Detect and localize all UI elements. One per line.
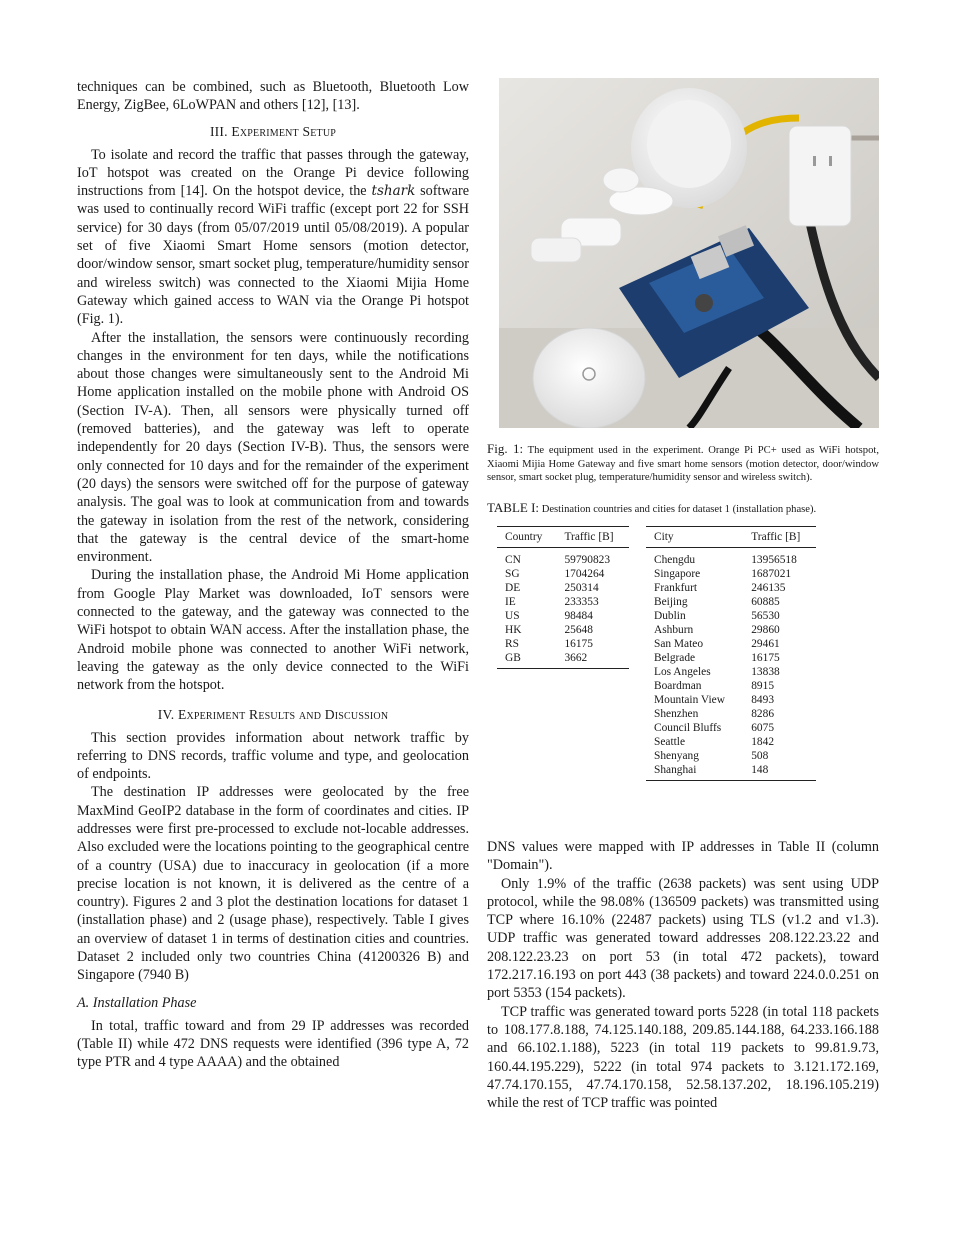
table-row	[646, 665, 816, 679]
section-title: Experiment Setup	[231, 123, 337, 139]
table-cell: Boardman	[654, 680, 702, 692]
section-number: III.	[209, 123, 228, 139]
table-header-row	[646, 527, 816, 548]
table-cell: 246135	[751, 582, 786, 594]
table-row	[497, 567, 629, 581]
table-cell: 1842	[751, 736, 775, 748]
table-1	[487, 526, 879, 796]
table-cell: Chengdu	[654, 554, 696, 566]
table-cell: 250314	[564, 582, 599, 594]
left-column	[77, 78, 469, 1072]
setup-paragraph-1: To isolate and record the traffic that passes through the gateway, IoT hotspot was created on the Orange Pi device following instructions from [14]. On the hotspot device, the tshark software was used to continually record WiFi traffic (except port 22 for SSH service) for 30 days (from 05/07/2019 until 05/08/2019). A popular set of five Xiaomi Smart Home sensors (motion detector, door/window sensor, smart socket plug, temperature/humidity sensor and wireless switch) was connected to the Xiaomi Mijia Home Gateway which gained access to WAN via the Orange Pi hotspot (Fig. 1).	[77, 146, 469, 328]
right-paragraph-3: TCP traffic was generated toward ports 5228 (in total 118 packets to 108.177.8.188, 74.125.140.188, 209.85.144.188, 64.233.166.188 and 66.102.1.188), 5223 (in total 119 packets to 99.81.9.73, 160.44.195.229), 5222 (in total 974 packets to 3.121.172.169, 47.74.170.155, 47.74.170.158, 52.58.137.202, 18.196.105.219) while the rest of TCP traffic was pointed	[487, 1003, 879, 1112]
installation-paragraph-1: In total, traffic toward and from 29 IP addresses was recorded (Table II) while 472 DNS requests were identified (396 type A, 72 type PTR and 4 type AAAA) and the obtained	[77, 1017, 469, 1071]
column-header: Traffic [B]	[556, 527, 629, 548]
table-row	[646, 651, 816, 665]
section-heading-results	[77, 707, 469, 723]
table-cell: 98484	[564, 610, 593, 622]
table-cell: 8493	[751, 694, 775, 706]
table-row	[497, 609, 629, 623]
table-header-row	[497, 527, 629, 548]
table-cell: 508	[751, 750, 769, 762]
section-heading-experiment-setup	[77, 124, 469, 140]
table-cell: 60885	[751, 596, 780, 608]
table-cell: CN	[505, 554, 521, 566]
figure-label: Fig. 1:	[487, 441, 524, 456]
table-cell: 3662	[556, 651, 629, 669]
table-row	[646, 735, 816, 749]
table-row	[646, 707, 816, 721]
table-row	[646, 637, 816, 651]
intro-paragraph: techniques can be combined, such as Bluetooth, Bluetooth Low Energy, ZigBee, 6LoWPAN and others [12], [13].	[77, 79, 469, 114]
table-cell: Frankfurt	[654, 582, 698, 594]
table-cell: Singapore	[654, 568, 701, 580]
table-cell: Shenyang	[654, 750, 699, 762]
setup-paragraph-3: During the installation phase, the Android Mi Home application from Google Play Market was downloaded, IoT sensors were connected to the gateway, and the gateway was connected to the WiFi hotspot to obtain WAN access. After the installation phase, the Android mobile phone was connected to another WiFi network, leaving the gateway as the only device connected to the WiFi network from the hotspot.	[77, 567, 469, 694]
figure-1-caption	[487, 442, 879, 485]
table-cell: 59790823	[564, 554, 611, 566]
table-cell: 16175	[751, 652, 780, 664]
table-cell: HK	[505, 624, 522, 636]
table-cell: SG	[505, 568, 520, 580]
city-table	[646, 526, 816, 781]
table-cell: Belgrade	[654, 652, 696, 664]
table-row	[646, 581, 816, 595]
table-row	[497, 623, 629, 637]
table-cell: DE	[505, 582, 521, 594]
table-label: TABLE I:	[487, 499, 540, 515]
table-cell: Council Bluffs	[654, 722, 722, 734]
table-cell: Ashburn	[654, 624, 694, 636]
right-column	[487, 78, 879, 1112]
table-cell: 233353	[564, 596, 599, 608]
column-header: City	[646, 527, 743, 548]
table-cell: 148	[743, 763, 816, 781]
table-row	[646, 721, 816, 735]
table-cell: 56530	[751, 610, 780, 622]
table-cell: Shenzhen	[654, 708, 699, 720]
table-cell: Los Angeles	[654, 666, 711, 678]
table-cell: 6075	[751, 722, 775, 734]
table-cell: 8915	[751, 680, 775, 692]
table-row	[497, 637, 629, 651]
results-paragraph-1: This section provides information about network traffic by referring to DNS records, traffic volume and type, and geolocation of endpoints.	[77, 729, 469, 783]
table-row	[646, 609, 816, 623]
table-cell: 13956518	[751, 554, 797, 566]
right-paragraph-1: DNS values were mapped with IP addresses in Table II (column "Domain").	[487, 839, 879, 874]
table-1-caption	[487, 501, 879, 517]
table-cell: Mountain View	[654, 694, 725, 706]
table-cell: 1704264	[564, 568, 605, 580]
table-row	[497, 581, 629, 595]
table-cell: US	[505, 610, 520, 622]
table-cell: Beijing	[654, 596, 688, 608]
table-row	[497, 548, 629, 568]
table-row	[646, 679, 816, 693]
table-cell: 25648	[564, 624, 593, 636]
subsection-heading-installation: A. Installation Phase	[77, 994, 197, 1011]
results-paragraph-2: The destination IP addresses were geolocated by the free MaxMind GeoIP2 database in the form of coordinates and cities. IP addresses were first pre-processed to exclude not-locable addresses. Also excluded were the locations pointing to the geographical centre of a country (USA) due to inaccuracy in geolocation (if a more precise location is not known, it is delivered as the centre of a country). Figures 2 and 3 plot the destination locations for dataset 1 (installation phase) and 2 (usage phase), respectively. Table I gives an overview of dataset 1 in terms of destination cities and countries. Dataset 2 included only two countries China (41200326 B) and Singapore (7940 B)	[77, 784, 469, 984]
tshark-term: tshark	[371, 183, 416, 200]
table-row	[497, 595, 629, 609]
table-cell: Dublin	[654, 610, 686, 622]
table-cell: Seattle	[654, 736, 685, 748]
table-cell: 1687021	[751, 568, 792, 580]
equipment-photo-illustration	[499, 78, 879, 428]
column-header: Traffic [B]	[743, 527, 816, 548]
table-caption-text: Destination countries and cities for dataset 1 (installation phase).	[541, 503, 817, 515]
table-cell: 16175	[564, 638, 593, 650]
right-paragraph-2: Only 1.9% of the traffic (2638 packets) was sent using UDP protocol, while the 98.08% (136509 packets) was transmitted using TCP where 16.10% (22487 packets) using TLS (v1.2 and v1.3). UDP traffic was generated toward addresses 208.122.23.22 and 208.122.23.23 on port 53 (in total 472 packets), toward 172.217.16.193 on port 443 (38 packets) and toward 224.0.0.251 on port 5353 (154 packets).	[487, 875, 879, 1002]
country-table	[497, 526, 629, 669]
setup-paragraph-2: After the installation, the sensors were continuously recording changes in the environment for ten days, while the notifications about those changes were simultaneously sent to the Android Mi Home application installed on the mobile phone with Android OS (Section IV-A). Then, all sensors were physically turned off (removed batteries), and the gateway was left to operate independently for 20 days (Section IV-B). Thus, the sensors were only connected for 10 days and for the remainder of the experiment (20 days) the sensors were switched off for the purpose of gateway analysis. The goal was to look at communication from and towards the gateway in isolation from the rest of the network, considering that the gateway is the central device of the smart-home environment.	[77, 329, 469, 566]
table-cell: San Mateo	[654, 638, 704, 650]
column-header: Country	[497, 527, 556, 548]
table-row	[646, 693, 816, 707]
table-cell: 29461	[751, 638, 780, 650]
table-row	[646, 548, 816, 568]
table-row	[646, 623, 816, 637]
table-row	[646, 595, 816, 609]
equipment-photo	[499, 78, 879, 428]
figure-caption-text: The equipment used in the experiment. Orange Pi PC+ used as WiFi hotspot, Xiaomi Mijia Home Gateway and five smart home sensors (motion detector, door/window sensor, smart socket plug, temperature/humidity sensor and wireless switch).	[487, 445, 879, 483]
table-row	[646, 763, 816, 781]
table-cell: Shanghai	[646, 763, 743, 781]
table-cell: GB	[497, 651, 556, 669]
table-cell: 29860	[751, 624, 780, 636]
table-row	[646, 567, 816, 581]
table-cell: 8286	[751, 708, 775, 720]
table-row	[497, 651, 629, 669]
table-cell: RS	[505, 638, 519, 650]
table-cell: IE	[505, 596, 516, 608]
section-title: Experiment Results and Discussion	[177, 706, 389, 722]
table-cell: 13838	[751, 666, 780, 678]
table-row	[646, 749, 816, 763]
section-number: IV.	[157, 706, 175, 722]
